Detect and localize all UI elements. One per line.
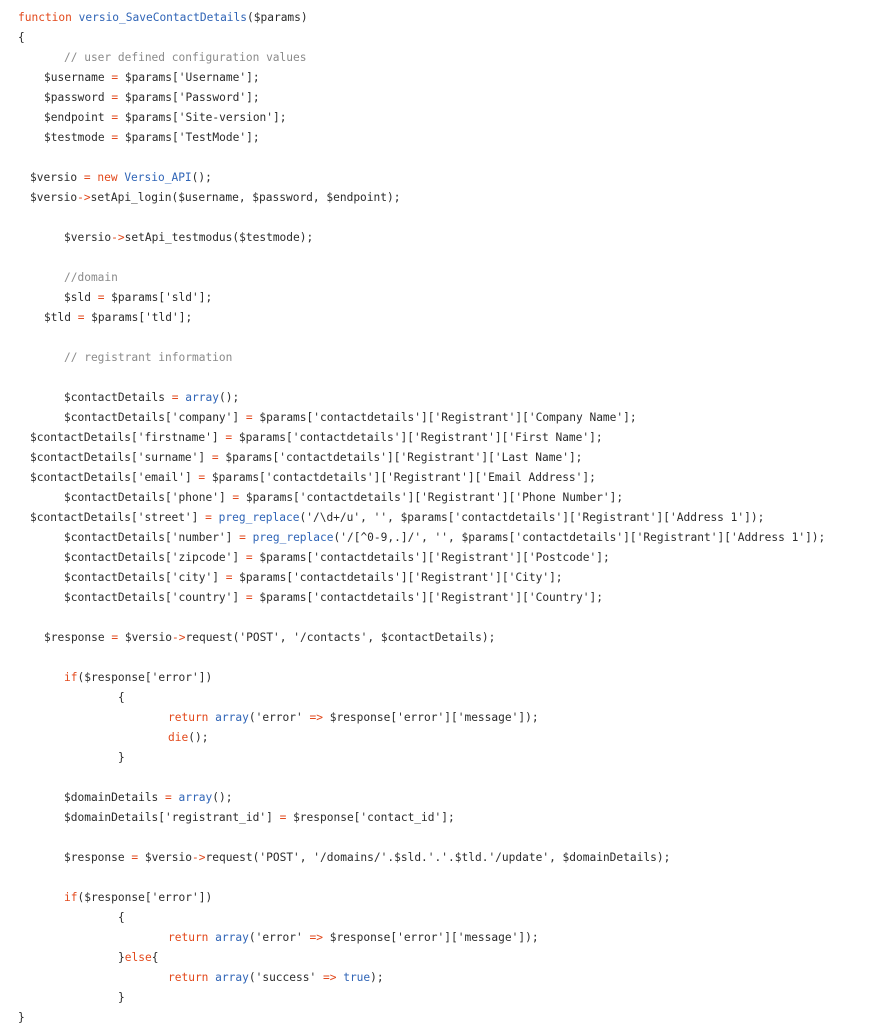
code-token: $params[ <box>104 291 166 304</box>
code-token: 'contactdetails' <box>292 431 401 444</box>
code-token: , $contactDetails); <box>367 631 496 644</box>
code-token: ] <box>225 531 240 544</box>
code-token: 'contactdetails' <box>313 591 422 604</box>
code-token: $params[ <box>218 451 280 464</box>
code-line <box>168 708 539 728</box>
code-line <box>64 528 825 548</box>
code-token: 'Address 1' <box>730 531 806 544</box>
code-token: '/contacts' <box>293 631 368 644</box>
code-line <box>64 408 637 428</box>
code-token: $params[ <box>252 411 314 424</box>
code-token: setApi_login($username, $password, $endpoint); <box>90 191 401 204</box>
code-token: ][ <box>495 571 509 584</box>
code-token: ] <box>232 411 246 424</box>
code-token: ] <box>211 431 226 444</box>
code-token: // registrant information <box>64 351 233 364</box>
code-token: 'POST' <box>239 631 280 644</box>
code-line <box>30 428 603 448</box>
code-token: 'Registrant' <box>414 431 495 444</box>
code-token: ][ <box>562 511 576 524</box>
code-line <box>64 848 670 868</box>
code-token: preg_replace <box>252 531 334 544</box>
code-token: = <box>245 411 253 424</box>
code-token: , $domainDetails); <box>549 851 671 864</box>
code-token: 'Registrant' <box>421 491 502 504</box>
code-token: '/[^0-9,.]/' <box>340 531 422 544</box>
code-token: } <box>118 991 125 1004</box>
code-token: ][ <box>444 711 458 724</box>
code-token: 'Country' <box>528 591 590 604</box>
code-token: ][ <box>515 411 529 424</box>
code-line <box>168 968 384 988</box>
code-token: $sld <box>64 291 98 304</box>
code-token: '' <box>373 511 388 524</box>
code-token: ]) <box>198 891 213 904</box>
code-token: } <box>118 951 125 964</box>
code-token: $response[ <box>286 811 361 824</box>
code-token: $contactDetails[ <box>64 491 172 504</box>
code-token: 'registrant_id' <box>165 811 267 824</box>
code-token: ] <box>232 591 246 604</box>
code-token: 'Company Name' <box>528 411 624 424</box>
code-token: = <box>111 631 119 644</box>
code-token: $domainDetails[ <box>64 811 166 824</box>
code-token: , <box>299 851 314 864</box>
code-token: 'contactdetails' <box>293 571 401 584</box>
code-token: 'street' <box>137 511 192 524</box>
code-line <box>64 288 212 308</box>
code-token: = <box>111 91 119 104</box>
code-token: = <box>198 471 206 484</box>
code-token: 'city' <box>171 571 213 584</box>
code-token: 'zipcode' <box>171 551 233 564</box>
code-token: 'Registrant' <box>575 511 657 524</box>
code-token: ][ <box>400 431 414 444</box>
code-token: 'contactdetails' <box>313 551 422 564</box>
code-token: ]) <box>198 671 213 684</box>
code-token: ]; <box>246 131 260 144</box>
code-token: .$tld. <box>448 851 489 864</box>
code-token: $contactDetails[ <box>30 511 138 524</box>
code-token: ][ <box>421 551 435 564</box>
code-token: ] <box>191 511 206 524</box>
code-token: array <box>215 931 249 944</box>
code-line <box>44 68 260 88</box>
code-line <box>64 808 455 828</box>
code-token: $versio <box>64 231 112 244</box>
code-token: $contactDetails[ <box>64 411 172 424</box>
code-line <box>44 628 495 648</box>
code-line <box>44 88 260 108</box>
code-token: $params[ <box>252 591 314 604</box>
code-token: ]; <box>441 811 455 824</box>
code-line <box>18 8 308 28</box>
code-token: 'error' <box>151 671 199 684</box>
code-line <box>64 548 610 568</box>
code-token: $contactDetails[ <box>64 531 172 544</box>
code-token: 'Registrant' <box>400 451 482 464</box>
code-token: ][ <box>407 491 422 504</box>
code-line <box>64 48 306 68</box>
code-token: = <box>232 491 240 504</box>
code-token: return <box>168 971 216 984</box>
code-token <box>246 531 253 544</box>
code-token: $versio <box>30 191 78 204</box>
code-token: 'contactdetails' <box>454 511 563 524</box>
code-token: versio_SaveContactDetails <box>78 11 248 24</box>
code-token: 'Phone Number' <box>515 491 610 504</box>
code-line <box>118 988 125 1008</box>
code-token: '/update' <box>488 851 550 864</box>
code-token: array <box>185 391 219 404</box>
code-token: 'email' <box>137 471 185 484</box>
code-line <box>30 448 582 468</box>
code-token: 'tld' <box>145 311 179 324</box>
code-token: ] <box>218 491 233 504</box>
code-token: 'Site-version' <box>178 111 274 124</box>
code-token: 'Registrant' <box>387 471 468 484</box>
code-token: $versio <box>138 851 192 864</box>
code-token: = <box>97 291 105 304</box>
code-line <box>168 928 539 948</box>
code-token: $password <box>44 91 112 104</box>
code-token: array <box>215 711 249 724</box>
code-token: 'surname' <box>137 451 199 464</box>
code-token: $params[ <box>118 71 179 84</box>
code-token: = <box>239 531 246 544</box>
code-line <box>64 388 239 408</box>
code-token: ][ <box>717 531 731 544</box>
code-line <box>64 888 212 908</box>
code-line <box>118 748 125 768</box>
code-token: -> <box>172 631 186 644</box>
code-token: = <box>245 591 253 604</box>
code-line <box>30 508 764 528</box>
code-token: ]; <box>198 291 213 304</box>
code-token: $response[ <box>322 931 398 944</box>
code-token: $params[ <box>84 311 146 324</box>
code-token: (); <box>212 791 233 804</box>
code-token: => <box>322 971 337 984</box>
code-line <box>44 308 192 328</box>
code-token: $username <box>44 71 112 84</box>
code-token: $versio <box>118 631 172 644</box>
code-token: { <box>118 691 125 704</box>
code-token: ][ <box>467 471 482 484</box>
code-token: array <box>215 971 249 984</box>
code-token: '.' <box>427 851 449 864</box>
code-token: // user defined configuration values <box>64 51 307 64</box>
code-token: = <box>171 391 179 404</box>
code-token: ]; <box>609 491 624 504</box>
code-token: 'success' <box>255 971 317 984</box>
code-line <box>168 728 208 748</box>
code-token: $contactDetails[ <box>30 431 138 444</box>
code-token: ][ <box>481 451 495 464</box>
code-token: 'message' <box>457 931 519 944</box>
code-token: $params[ <box>232 571 294 584</box>
code-token: ]; <box>246 71 260 84</box>
code-token: ][ <box>623 531 637 544</box>
code-token: .$sld. <box>387 851 428 864</box>
code-token: 'contact_id' <box>360 811 442 824</box>
code-token: ] <box>198 451 212 464</box>
code-token: 'Registrant' <box>636 531 718 544</box>
code-token: -> <box>111 231 125 244</box>
code-token: Versio_API <box>124 171 192 184</box>
code-token: $response[ <box>322 711 398 724</box>
code-token: ( <box>333 531 341 544</box>
code-token: ]; <box>178 311 193 324</box>
code-line <box>30 168 212 188</box>
code-token: = <box>111 111 119 124</box>
code-token: 'Registrant' <box>414 571 496 584</box>
code-token <box>303 931 310 944</box>
code-token: true <box>343 971 371 984</box>
code-token: $contactDetails[ <box>64 571 172 584</box>
code-token: { <box>118 911 125 924</box>
code-line <box>118 688 125 708</box>
code-token: return <box>168 931 216 944</box>
code-token: , <box>360 511 374 524</box>
code-token: 'error' <box>151 891 199 904</box>
code-token: ]; <box>596 551 610 564</box>
code-token: ]; <box>246 91 260 104</box>
code-token: 'Username' <box>178 71 247 84</box>
code-line <box>64 348 232 368</box>
code-token: 'Registrant' <box>434 411 516 424</box>
code-token <box>172 791 179 804</box>
code-token: $params[ <box>232 431 293 444</box>
code-token: $versio <box>30 171 84 184</box>
code-token: $params[ <box>239 491 300 504</box>
code-token: { <box>151 951 159 964</box>
code-token: ( <box>299 511 307 524</box>
code-token: //domain <box>64 271 118 284</box>
code-token: , <box>279 631 294 644</box>
code-token: if <box>64 891 78 904</box>
code-line <box>18 1008 25 1028</box>
code-token: ] <box>232 551 246 564</box>
code-token: 'error' <box>397 711 445 724</box>
code-token: ]; <box>589 431 603 444</box>
code-token: { <box>18 31 25 44</box>
code-token: 'number' <box>171 531 226 544</box>
code-token: $params[ <box>205 471 266 484</box>
code-token: ($response[ <box>77 671 152 684</box>
code-token: $testmode <box>44 131 112 144</box>
code-token: ][ <box>494 431 509 444</box>
code-token: 'Password' <box>178 91 247 104</box>
code-token: $contactDetails <box>64 391 172 404</box>
code-token: ]; <box>623 411 637 424</box>
code-token: ( <box>248 931 256 944</box>
code-token: ][ <box>387 451 401 464</box>
code-token: ]); <box>518 931 539 944</box>
code-token: 'contactdetails' <box>313 411 422 424</box>
code-token: $tld <box>44 311 78 324</box>
code-token: 'error' <box>255 931 303 944</box>
code-token: 'City' <box>508 571 550 584</box>
code-token: ][ <box>373 471 388 484</box>
code-token: 'contactdetails' <box>515 531 624 544</box>
code-token: ][ <box>444 931 458 944</box>
code-token: $params[ <box>252 551 314 564</box>
code-token: 'country' <box>171 591 233 604</box>
code-token: ( <box>248 971 256 984</box>
code-token: ] <box>266 811 280 824</box>
code-token: 'Postcode' <box>528 551 597 564</box>
code-token: return <box>168 711 216 724</box>
code-token: array <box>178 791 213 804</box>
code-token: $contactDetails[ <box>64 551 172 564</box>
code-token: 'sld' <box>165 291 199 304</box>
code-token: 'Registrant' <box>434 591 516 604</box>
code-token: $params[ <box>118 111 179 124</box>
code-token <box>212 511 219 524</box>
code-token: '/domains/' <box>313 851 388 864</box>
code-token: $contactDetails[ <box>64 591 172 604</box>
code-token: 'error' <box>397 931 445 944</box>
code-line <box>64 588 603 608</box>
code-token: ]; <box>273 111 287 124</box>
code-line <box>118 908 125 928</box>
code-token: ][ <box>515 551 529 564</box>
code-token: ]; <box>582 471 596 484</box>
code-line <box>64 268 118 288</box>
code-token: = <box>225 571 233 584</box>
code-token: 'Last Name' <box>494 451 569 464</box>
code-token: $domainDetails <box>64 791 166 804</box>
code-token: 'contactdetails' <box>279 451 388 464</box>
code-line <box>44 128 260 148</box>
code-token: = <box>165 791 172 804</box>
code-line <box>118 948 158 968</box>
code-token: = <box>225 431 233 444</box>
code-line <box>18 28 25 48</box>
code-token: 'contactdetails' <box>265 471 374 484</box>
code-token: = new <box>83 171 125 184</box>
code-token: ]); <box>805 531 826 544</box>
code-token: 'Address 1' <box>670 511 745 524</box>
code-token: => <box>309 711 323 724</box>
code-token: function <box>18 11 79 24</box>
code-token: $response <box>44 631 112 644</box>
code-token: = <box>245 551 253 564</box>
code-token: if <box>64 671 78 684</box>
code-line <box>64 488 623 508</box>
code-token: ][ <box>501 491 516 504</box>
code-token: ] <box>184 471 199 484</box>
code-token: $params[ <box>118 131 179 144</box>
code-token: ] <box>212 571 226 584</box>
code-token: 'firstname' <box>137 431 212 444</box>
code-token: 'error' <box>255 711 303 724</box>
code-token: request( <box>205 851 260 864</box>
code-token: $contactDetails[ <box>30 451 138 464</box>
code-token: = <box>131 851 139 864</box>
code-token: $response <box>64 851 132 864</box>
code-token: 'contactdetails' <box>299 491 408 504</box>
code-token: request( <box>185 631 240 644</box>
code-token: = <box>205 511 212 524</box>
code-token: (); <box>188 731 209 744</box>
code-token: ]; <box>568 451 583 464</box>
code-token: = <box>111 131 119 144</box>
code-line <box>64 788 232 808</box>
code-token: = <box>77 311 85 324</box>
code-line <box>44 108 287 128</box>
code-token: ]); <box>518 711 539 724</box>
code-token: => <box>309 931 323 944</box>
code-line <box>64 668 212 688</box>
code-token: ][ <box>656 511 671 524</box>
code-token: , <box>421 531 435 544</box>
code-token: (); <box>218 391 240 404</box>
code-token: 'company' <box>171 411 233 424</box>
code-line <box>30 188 400 208</box>
code-token: ][ <box>515 591 529 604</box>
code-token: (); <box>191 171 212 184</box>
code-token: 'Registrant' <box>434 551 516 564</box>
code-token: '' <box>434 531 449 544</box>
code-line <box>30 468 596 488</box>
code-token <box>303 711 310 724</box>
code-token: 'First Name' <box>508 431 590 444</box>
code-token: 'phone' <box>171 491 219 504</box>
code-token: = <box>111 71 119 84</box>
code-token: , $params[ <box>448 531 516 544</box>
code-token: 'message' <box>457 711 519 724</box>
code-token: '/\d+/u' <box>306 511 361 524</box>
code-token: ][ <box>400 571 415 584</box>
code-token <box>316 971 323 984</box>
code-token: 'POST' <box>259 851 300 864</box>
code-token: setApi_testmodus($testmode); <box>124 231 314 244</box>
code-token: preg_replace <box>218 511 300 524</box>
code-token: , $params[ <box>387 511 455 524</box>
code-token: die <box>168 731 189 744</box>
code-token: } <box>18 1011 25 1024</box>
code-token: $contactDetails[ <box>30 471 138 484</box>
code-token: ($params) <box>247 11 308 24</box>
code-token: else <box>124 951 152 964</box>
code-token: = <box>279 811 287 824</box>
code-token: } <box>118 751 125 764</box>
code-token: ($response[ <box>77 891 152 904</box>
code-token: 'TestMode' <box>178 131 247 144</box>
code-token: ]; <box>589 591 603 604</box>
code-line <box>64 568 563 588</box>
code-token: = <box>211 451 219 464</box>
code-token: ); <box>370 971 384 984</box>
code-token: -> <box>77 191 91 204</box>
code-token: ( <box>248 711 256 724</box>
code-token: $params[ <box>118 91 179 104</box>
code-token: 'Email Address' <box>481 471 583 484</box>
code-token: ][ <box>421 411 435 424</box>
code-line <box>64 228 313 248</box>
code-token: ]); <box>744 511 765 524</box>
code-token: -> <box>192 851 206 864</box>
code-token: $endpoint <box>44 111 112 124</box>
code-token: ]; <box>549 571 563 584</box>
code-token: ][ <box>421 591 435 604</box>
